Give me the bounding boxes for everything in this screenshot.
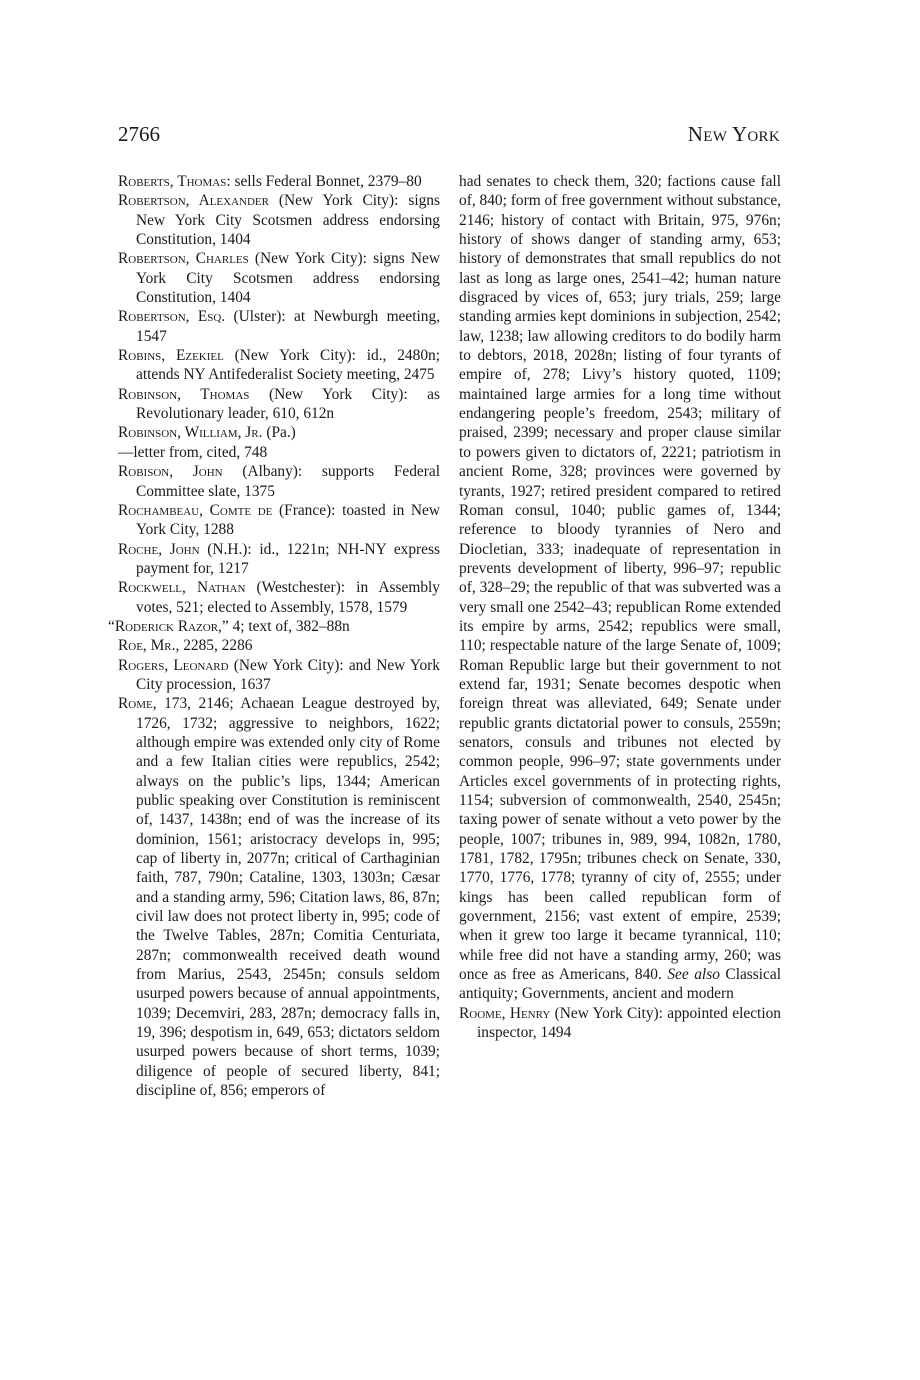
entry-headword: Robison, John	[118, 463, 223, 481]
entry-text: 4; text of, 382–88n	[228, 617, 350, 635]
entry-text: : sells Federal Bonnet, 2379–80	[226, 173, 422, 190]
entry-text: (N.H.): id., 1221n; NH-NY express payment for, 1217	[136, 540, 440, 577]
entry-headword: Roome, Henry	[459, 1004, 551, 1022]
entry-headword: Robertson, Charles	[118, 250, 249, 268]
index-entry	[118, 172, 440, 191]
entry-text: (New York City): as Revolutionary leader, 610, 612n	[136, 385, 440, 423]
entry-text: (New York City): id., 2480n; attends NY Antifederalist Society meeting, 2475	[136, 347, 440, 384]
right-column	[459, 172, 781, 1042]
entry-headword: Robinson, William, Jr.	[118, 424, 263, 442]
entry-headword: Rogers, Leonard	[118, 656, 229, 674]
entry-text: (Pa.)	[262, 424, 296, 442]
entry-headword: Roche, John	[118, 540, 200, 558]
left-column	[108, 172, 440, 1101]
entry-text: —letter from, cited, 748	[118, 443, 268, 461]
index-entry	[118, 191, 440, 249]
entry-text: , 173, 2146; Achaean League destroyed by, 1726, 1732; aggressive to neighbors, 1622; although empire was extended only city of Rome and a few Italian cities were republics, 2542; always on the public’s lips, 1344; American public speaking over Constitution is reminiscent of, 1437, 1438n; end of was the increase of its dominion, 1561; aristocracy develops in, 995; cap of liberty in, 2077n; critical of Carthaginian faith, 787, 790n; Cataline, 1303, 1303n; Cæsar and a standing army, 596; Citation laws, 86, 87n; civil law does not protect liberty in, 995; code of the Twelve Tables, 287n; Comitia Centuriata, 287n; commonwealth received death wound from Marius, 2543, 2545n; consuls seldom usurped powers because of annual appointments, 1039; Decemviri, 283, 287n; democracy falls in, 19, 396; despotism in, 649, 653; dictators seldom usurped powers because of short terms, 1039; diligence of people of secured liberty, 841; discipline of, 856; emperors of	[136, 695, 440, 1100]
index-entry	[118, 462, 440, 501]
index-entry	[118, 501, 440, 540]
entry-text: (New York City): appointed election inspector, 1494	[477, 1004, 781, 1042]
entry-text: had senates to check them, 320; factions cause fall of, 840; form of free government without substance, 2146; history of contact with Britain, 975, 976n; history of shows danger of standing army, 653; history of demonstrates that small republics do not last as long as large ones, 2541–42; human nature disgraced by vices of, 653; jury trials, 259; large standing armies kept dominions in subjection, 2542; law, 1238; law allowing creditors to do bodily harm to debtors, 2018, 2028n; listing of four tyrants of empire of, 278; Livy’s history quoted, 1109; maintained large armies for a long time without endangering people’s freedom, 2543; military of praised, 2399; necessary and proper clause similar to powers given to dictators of, 2221; patriotism in ancient Rome, 328; provinces were governed by tyrants, 1927; retired president compared to retired Roman consul, 1040; public games of, 1344; reference to bloody tyrannies of Nero and Diocletian, 333; inadequate of representation in prevents development of liberty, 996–97; republic of, 328–29; the republic of that was subverted was a very small one 2542–43; republican Rome extended its empire by arms, 2542; republics were small, 110; respectable nature of the large Senate of, 1009; Roman Republic large but their government to not extend far, 1931; Senate becomes despotic when foreign threat was alleviated, 649; Senate under republic grants dictatorial power to consuls, 2559n; senators, consuls and tribunes not elected by common people, 996–97; state governments under Articles excel governments of in protecting rights, 1154; subversion of commonwealth, 2540, 2545n; taxing power of senate without a veto power by the people, 1007; tribunes in, 989, 994, 1082n, 1780, 1781, 1782, 1795n; tribunes check on Senate, 330, 1770, 1776, 1778; tyranny of city of, 2555; under kings has been called republican form of government, 2156; vast extent of empire, 2539; when it grew too large it became tyrannical, 110; while free did not have a standing army, 260; was once as free as Americans, 840.	[459, 173, 781, 984]
index-entry	[108, 617, 440, 636]
running-title: New York	[687, 122, 780, 146]
entry-headword: Robins, Ezekiel	[118, 347, 224, 365]
index-entry	[118, 249, 440, 307]
entry-text: (New York City): and New York City procession, 1637	[136, 656, 440, 693]
entry-text: (Ulster): at Newburgh meeting, 1547	[136, 308, 440, 345]
entry-headword: Rockwell, Nathan	[118, 579, 246, 597]
index-entry	[459, 1004, 781, 1043]
index-entry	[118, 578, 440, 617]
entry-text: (New York City): signs New York City Scotsmen address endorsing Constitution, 1404	[136, 250, 440, 307]
see-also-text: Classical antiquity; Governments, ancient and modern	[459, 966, 781, 1003]
entry-text: (New York City): signs New York City Scotsmen address endorsing Constitution, 1404	[136, 192, 440, 249]
entry-headword: Robertson, Esq.	[118, 308, 226, 326]
entry-headword: Rome	[118, 695, 153, 713]
page-number: 2766	[118, 122, 160, 146]
index-entry	[118, 694, 440, 1100]
index-entry	[118, 346, 440, 385]
entry-headword: Robertson, Alexander	[118, 192, 269, 210]
entry-headword: Roe, Mr.	[118, 637, 176, 655]
index-entry	[118, 307, 440, 346]
entry-headword: Rochambeau, Comte de	[118, 501, 273, 519]
index-entry	[118, 656, 440, 695]
index-entry	[118, 540, 440, 579]
running-head	[118, 122, 780, 152]
index-entry	[118, 385, 440, 424]
index-entry-continued	[459, 172, 781, 1004]
index-entry	[118, 423, 440, 442]
entry-text: (France): toasted in New York City, 1288	[136, 501, 440, 539]
entry-text: , 2285, 2286	[175, 637, 253, 655]
entry-headword: “Roderick Razor,”	[108, 617, 229, 635]
entry-headword: Roberts, Thomas	[118, 173, 227, 190]
index-subentry	[118, 443, 440, 462]
see-also-label: See also	[667, 966, 720, 984]
entry-headword: Robinson, Thomas	[118, 385, 250, 403]
entry-text: (Westchester): in Assembly votes, 521; elected to Assembly, 1578, 1579	[136, 579, 440, 616]
index-entry	[118, 636, 440, 655]
entry-text: (Albany): supports Federal Committee slate, 1375	[136, 463, 440, 500]
